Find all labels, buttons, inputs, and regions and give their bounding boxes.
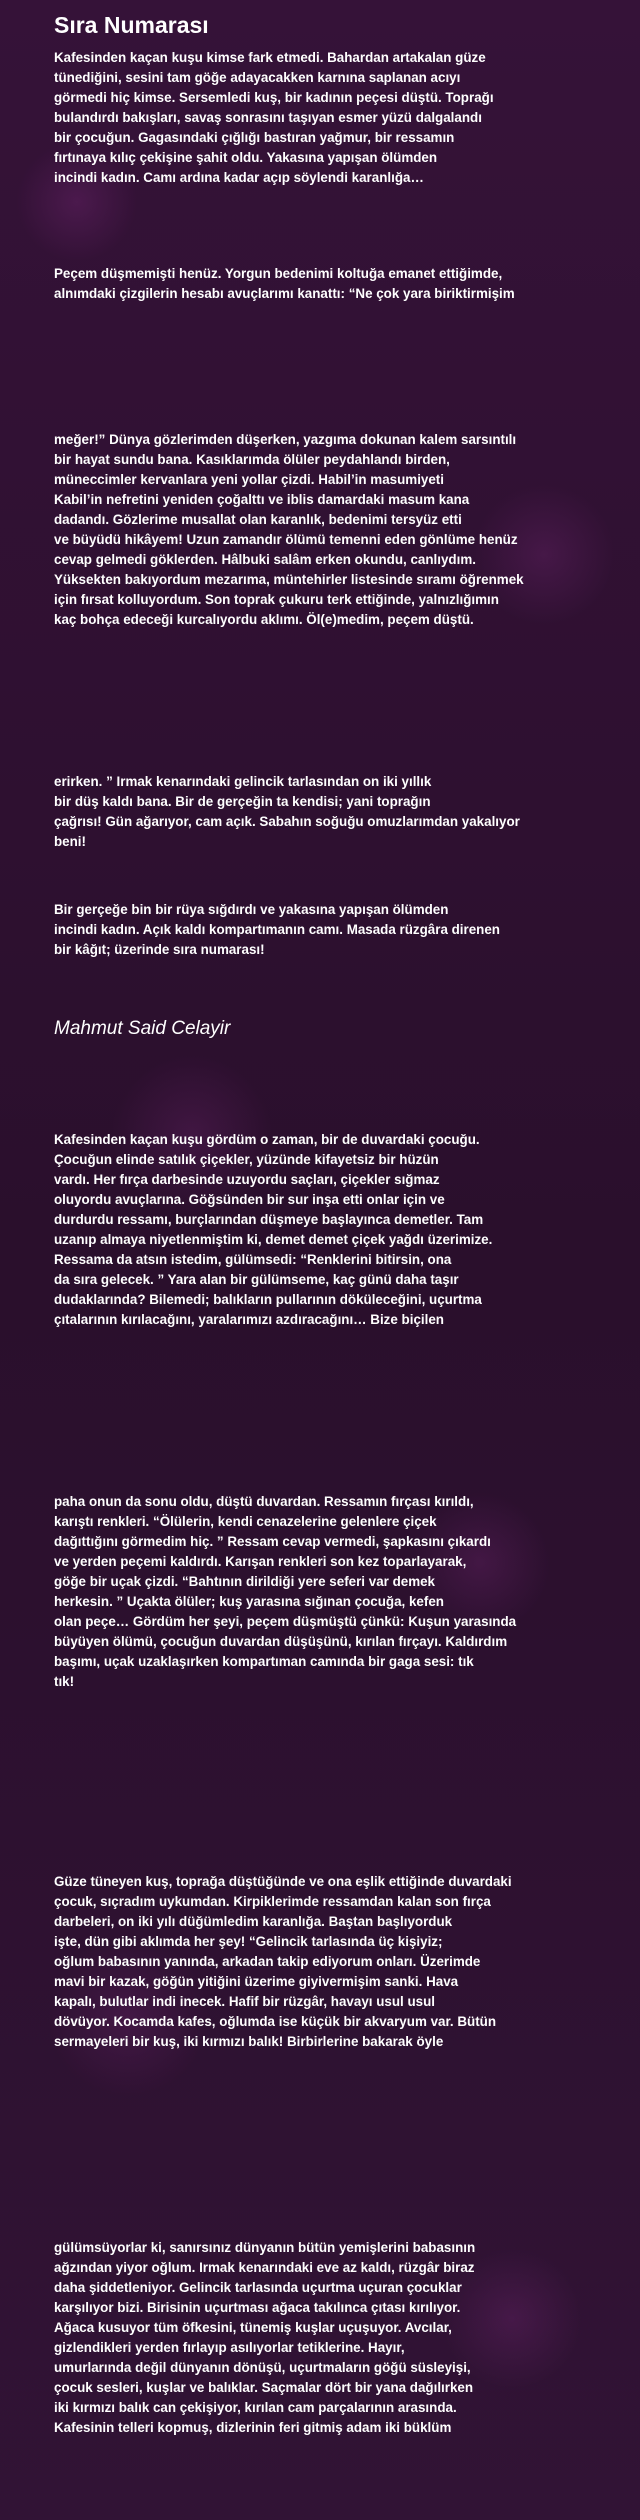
text-line: durdurdu ressamı, burçlarından düşmeye başlayınca demetler. Tam [54, 1212, 484, 1227]
text-line: çıtalarının kırılacağını, yaralarımızı azdıracağını… Bize biçilen [54, 1312, 444, 1327]
text-line: oluyordu avuçlarına. Göğsünden bir sur inşa etti onlar için ve [54, 1192, 445, 1207]
text-line: herkesin. ” Uçakta ölüler; kuş yarasına sığınan çocuğa, kefen [54, 1594, 444, 1609]
text-line: iki kırmızı balık can çekişiyor, kırılan cam parçalarının arasında. [54, 2400, 457, 2415]
text-line: alnımdaki çizgilerin hesabı avuçlarımı kanattı: “Ne çok yara biriktirmişim [54, 286, 515, 301]
text-line: bir düş kaldı bana. Bir de gerçeğin ta kendisi; yani toprağın [54, 794, 431, 809]
text-line: erirken. ” Irmak kenarındaki gelincik tarlasından on iki yıllık [54, 774, 432, 789]
text-line: Ressama da atsın istedim, gülümsedi: “Renklerini bitirsin, ona [54, 1252, 452, 1267]
text-line: Bir gerçeğe bin bir rüya sığdırdı ve yakasına yapışan ölümden [54, 902, 449, 917]
text-line: gizlendikleri yerden fırlayıp asılıyorlar tetiklerine. Hayır, [54, 2340, 405, 2355]
text-line: umurlarında değil dünyanın dönüşü, uçurtmaların göğü süsleyişi, [54, 2360, 471, 2375]
text-line: bir kâğıt; üzerinde sıra numarası! [54, 942, 265, 957]
paragraph-7 [54, 1492, 624, 1692]
text-line: ağzından yiyor oğlum. Irmak kenarındaki eve az kaldı, rüzgâr biraz [54, 2260, 475, 2275]
text-line: sermayeleri bir kuş, iki kırmızı balık! Birbirlerine bakarak öyle [54, 2034, 444, 2049]
text-line: paha onun da sonu oldu, düştü duvardan. Ressamın fırçası kırıldı, [54, 1494, 474, 1509]
text-line: incindi kadın. Açık kaldı kompartımanın camı. Masada rüzgâra direnen [54, 922, 500, 937]
text-line: Ağaca kusuyor tüm öfkesini, tünemiş kuşlar uçuşuyor. Avcılar, [54, 2320, 452, 2335]
text-line: dadandı. Gözlerime musallat olan karanlık, bedenimi tersyüz etti [54, 512, 462, 527]
text-line: kapalı, bulutlar indi inecek. Hafif bir rüzgâr, havayı usul usul [54, 1994, 435, 2009]
text-line: fırtınaya kılıç çekişine şahit oldu. Yakasına yapışan ölümden [54, 150, 438, 165]
text-line: bulandırdı bakışları, savaş sonrasını taşıyan esmer yüzü dalgalandı [54, 110, 482, 125]
text-line: oğlum babasının yanında, arkadan takip ediyorum onları. Üzerimde [54, 1954, 481, 1969]
text-line: kaç bohça edeceği kurcalıyordu aklımı. Öl(e)medim, peçem düştü. [54, 612, 474, 627]
text-line: Kabil’in nefretini yeniden çoğalttı ve iblis damardaki masum kana [54, 492, 470, 507]
paragraph-6 [54, 1130, 624, 1330]
text-line: için fırsat kolluyordum. Son toprak çukuru terk ettiğinde, yalnızlığımın [54, 592, 499, 607]
text-line: başımı, uçak uzaklaşırken kompartıman camında bir gaga sesi: tık [54, 1654, 474, 1669]
text-line: karşılıyor bizi. Birisinin uçurtması ağaca takılınca çıtası kırılıyor. [54, 2300, 461, 2315]
text-line: çağrısı! Gün ağarıyor, cam açık. Sabahın soğuğu omuzlarımdan yakalıyor [54, 814, 520, 829]
text-line: beni! [54, 834, 86, 849]
text-line: Kafesinden kaçan kuşu gördüm o zaman, bir de duvardaki çocuğu. [54, 1132, 480, 1147]
paragraph-8 [54, 1872, 624, 2052]
text-line: Kafesinin telleri kopmuş, dizlerinin feri gitmiş adam iki büklüm [54, 2420, 452, 2435]
paragraph-1 [54, 48, 624, 188]
text-line: dudaklarında? Bilemedi; balıkların pullarının döküleceğini, uçurtma [54, 1292, 482, 1307]
text-line: gülümsüyorlar ki, sanırsınız dünyanın bütün yemişlerini babasının [54, 2240, 476, 2255]
text-line: darbeleri, on iki yılı düğümledim karanlığa. Baştan başlıyorduk [54, 1914, 453, 1929]
paragraph-4 [54, 772, 624, 852]
text-line: meğer!” Dünya gözlerimden düşerken, yazgıma dokunan kalem sarsıntılı [54, 432, 517, 447]
text-line: mavi bir kazak, göğün yitiğini üzerime giyivermişim sanki. Hava [54, 1974, 459, 1989]
text-line: Çocuğun elinde satılık çiçekler, yüzünde kifayetsiz bir hüzün [54, 1152, 439, 1167]
text-line: karıştı renkleri. “Ölülerin, kendi cenazelerine gelenlere çiçek [54, 1514, 437, 1529]
author-name: Mahmut Said Celayir [54, 1018, 231, 1039]
text-line: Kafesinden kaçan kuşu kimse fark etmedi. Bahardan artakalan güze [54, 50, 486, 65]
text-line: ve yerden peçemi kaldırdı. Karışan renkleri son kez toparlayarak, [54, 1554, 467, 1569]
text-line: vardı. Her fırça darbesinde uzuyordu saçları, çiçekler sığmaz [54, 1172, 440, 1187]
text-line: işte, dün gibi aklımda her şey! “Gelincik tarlasında üç kişiyiz; [54, 1934, 443, 1949]
text-line: bir hayat sundu bana. Kasıklarımda ölüler peydahlandı birden, [54, 452, 450, 467]
text-line: Peçem düşmemişti henüz. Yorgun bedenimi koltuğa emanet ettiğimde, [54, 266, 503, 281]
text-line: çocuk sesleri, kuşlar ve balıklar. Saçmalar dört bir yana dağılırken [54, 2380, 474, 2395]
text-line: tünediğini, sesini tam göğe adayacakken karnına saplanan acıyı [54, 70, 461, 85]
article-title: Sıra Numarası [54, 12, 209, 38]
text-line: Yüksekten bakıyordum mezarıma, müntehirler listesinde sıramı öğrenmek [54, 572, 524, 587]
text-line: da sıra gelecek. ” Yara alan bir gülümseme, kaç günü daha taşır [54, 1272, 459, 1287]
text-line: dağıttığını görmedim hiç. ” Ressam cevap vermedi, şapkasını çıkardı [54, 1534, 491, 1549]
text-line: cevap gelmedi göklerden. Hâlbuki salâm erken okundu, canlıydım. [54, 552, 476, 567]
text-line: olan peçe… Gördüm her şeyi, peçem düşmüştü çünkü: Kuşun yarasında [54, 1614, 517, 1629]
text-line: dövüyor. Kocamda kafes, oğlumda ise küçük bir akvaryum var. Bütün [54, 2014, 497, 2029]
text-line: büyüyen ölümü, çocuğun duvardan düşüşünü, kırılan fırçayı. Kaldırdım [54, 1634, 508, 1649]
text-line: müneccimler kervanlara yeni yollar çizdi. Habil’in masumiyeti [54, 472, 444, 487]
text-line: daha şiddetleniyor. Gelincik tarlasında uçurtma uçuran çocuklar [54, 2280, 462, 2295]
text-line: Güze tüneyen kuş, toprağa düştüğünde ve ona eşlik ettiğinde duvardaki [54, 1874, 512, 1889]
paragraph-2 [54, 264, 624, 304]
text-line: bir çocuğun. Gagasındaki çığlığı bastıran yağmur, bir ressamın [54, 130, 455, 145]
text-line: görmedi hiç kimse. Sersemledi kuş, bir kadının peçesi düştü. Toprağı [54, 90, 494, 105]
paragraph-3 [54, 430, 624, 630]
text-line: ve büyüdü hikâyem! Uzun zamandır ölümü temenni eden gönlüme henüz [54, 532, 518, 547]
text-line: incindi kadın. Camı ardına kadar açıp söylendi karanlığa… [54, 170, 424, 185]
text-line: çocuk, sıçradım uykumdan. Kirpiklerimde ressamdan kalan son fırça [54, 1894, 491, 1909]
text-line: göğe bir uçak çizdi. “Bahtının dirildiği yere seferi var demek [54, 1574, 436, 1589]
paragraph-9 [54, 2238, 624, 2438]
text-line: uzanıp almaya niyetlenmiştim ki, demet demet çiçek yağdı üzerimize. [54, 1232, 493, 1247]
paragraph-5 [54, 900, 624, 960]
text-line: tık! [54, 1674, 75, 1689]
